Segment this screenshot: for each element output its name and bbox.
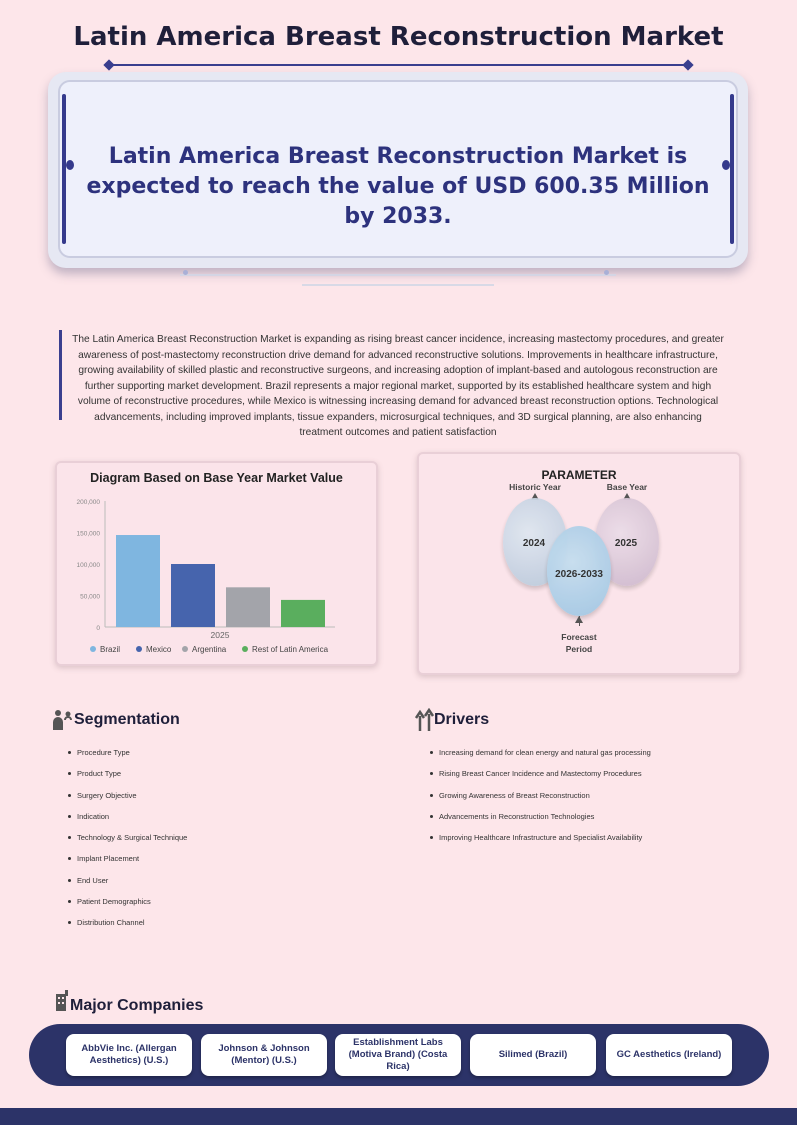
hero-dot-right [722,160,730,170]
divider-diamond-left [103,59,114,70]
chart-card [55,461,378,666]
segmentation-list [68,748,368,940]
legend-swatch [90,646,96,652]
hero-shadow [180,268,616,276]
forecast-label-line2: Period [565,644,593,654]
building-icon [54,990,70,1012]
historic-year-value: 2024 [522,538,546,549]
description-accent-bar [59,330,62,420]
segmentation-item: Distribution Channel [68,918,368,939]
arrows-up-icon [414,708,436,732]
hero-bar-right [730,94,734,244]
legend-label: Mexico [146,645,172,654]
company-card: Silimed (Brazil) [470,1034,596,1076]
legend-swatch [182,646,188,652]
forecast-arrow-icon [575,616,583,623]
bar-brazil [116,535,160,627]
driver-item: Improving Healthcare Infrastructure and Specialist Availability [430,833,770,854]
y-tick-label: 200,000 [76,499,100,506]
drivers-title: Drivers [434,711,490,728]
base-year-label: Base Year [606,482,648,492]
segmentation-title: Segmentation [74,711,180,728]
title-divider [108,64,690,66]
y-tick-label: 0 [96,625,100,632]
y-tick-label: 150,000 [76,530,100,538]
segmentation-item: Technology & Surgical Technique [68,833,368,854]
footer-bar [0,1108,797,1125]
legend-label: Brazil [100,645,121,654]
hero-shadow-dot-left [183,270,188,275]
company-card: Establishment Labs (Motiva Brand) (Costa Rica) [335,1034,461,1076]
hero-bar-left [62,94,66,244]
parameter-title: PARAMETER [541,468,617,482]
bar-argentina [226,587,270,627]
y-tick-label: 100,000 [76,562,100,569]
people-icon [51,708,75,732]
hero-banner [48,72,748,268]
major-companies-title: Major Companies [70,997,204,1014]
legend-swatch [242,646,248,652]
historic-year-label: Historic Year [509,482,561,492]
base-year-value: 2025 [614,538,638,549]
market-description: The Latin America Breast Reconstruction Market is expanding as rising breast cancer incidence, increasing mastectomy procedures, and greater awareness of post-mastectomy reconstruction drive demand for advanced reconstructive solutions. Improvements in healthcare infrastructure, growing availability of skilled plastic and reconstructive surgeons, and increasing adoption of implant-based and autologous reconstruction are further supporting market development. Brazil represents a major regional market, supported by its established healthcare system and high volume of reconstructive procedures, while Mexico is witnessing increasing demand for advanced breast reconstruction options. Technological advancements, including improved implants, tissue expanders, microsurgical techniques, and 3D surgical planning, are also enhancing treatment outcomes and patient satisfaction [72,334,724,438]
legend-label: Argentina [192,645,227,654]
hero-underline [302,284,494,286]
forecast-label-line1: Forecast [561,632,597,642]
y-tick-label: 50,000 [80,593,100,601]
hero-shadow-dot-right [604,270,609,275]
segmentation-item: Indication [68,812,368,833]
driver-item: Increasing demand for clean energy and natural gas processing [430,748,770,769]
segmentation-item: Surgery Objective [68,791,368,812]
company-card: Johnson & Johnson (Mentor) (U.S.) [201,1034,327,1076]
divider-diamond-right [682,59,693,70]
drivers-list [430,748,770,854]
segmentation-item: Implant Placement [68,854,368,875]
forecast-period-value: 2026-2033 [555,569,603,580]
segmentation-item: Product Type [68,769,368,790]
parameter-card [417,452,741,675]
companies-banner [29,1024,769,1086]
segmentation-item: Procedure Type [68,748,368,769]
bar-chart [57,463,376,664]
driver-item: Growing Awareness of Breast Reconstruction [430,791,770,812]
hero-headline: Latin America Breast Reconstruction Market is expected to reach the value of USD 600.35 Million by 2033. [86,144,710,229]
bar-mexico [171,564,215,627]
segmentation-item: End User [68,876,368,897]
legend-swatch [136,646,142,652]
chart-title: Diagram Based on Base Year Market Value [90,471,343,485]
legend-label: Rest of Latin America [252,645,329,654]
driver-item: Rising Breast Cancer Incidence and Mastectomy Procedures [430,769,770,790]
forecast-period-label [539,631,619,655]
driver-item: Advancements in Reconstruction Technologies [430,812,770,833]
hero-dot-left [66,160,74,170]
page-title: Latin America Breast Reconstruction Market [73,22,724,52]
company-card: AbbVie Inc. (Allergan Aesthetics) (U.S.) [66,1034,192,1076]
segmentation-item: Patient Demographics [68,897,368,918]
x-axis-label: 2025 [210,630,230,640]
company-card: GC Aesthetics (Ireland) [606,1034,732,1076]
bar-rest-of-latin-america [281,600,325,627]
